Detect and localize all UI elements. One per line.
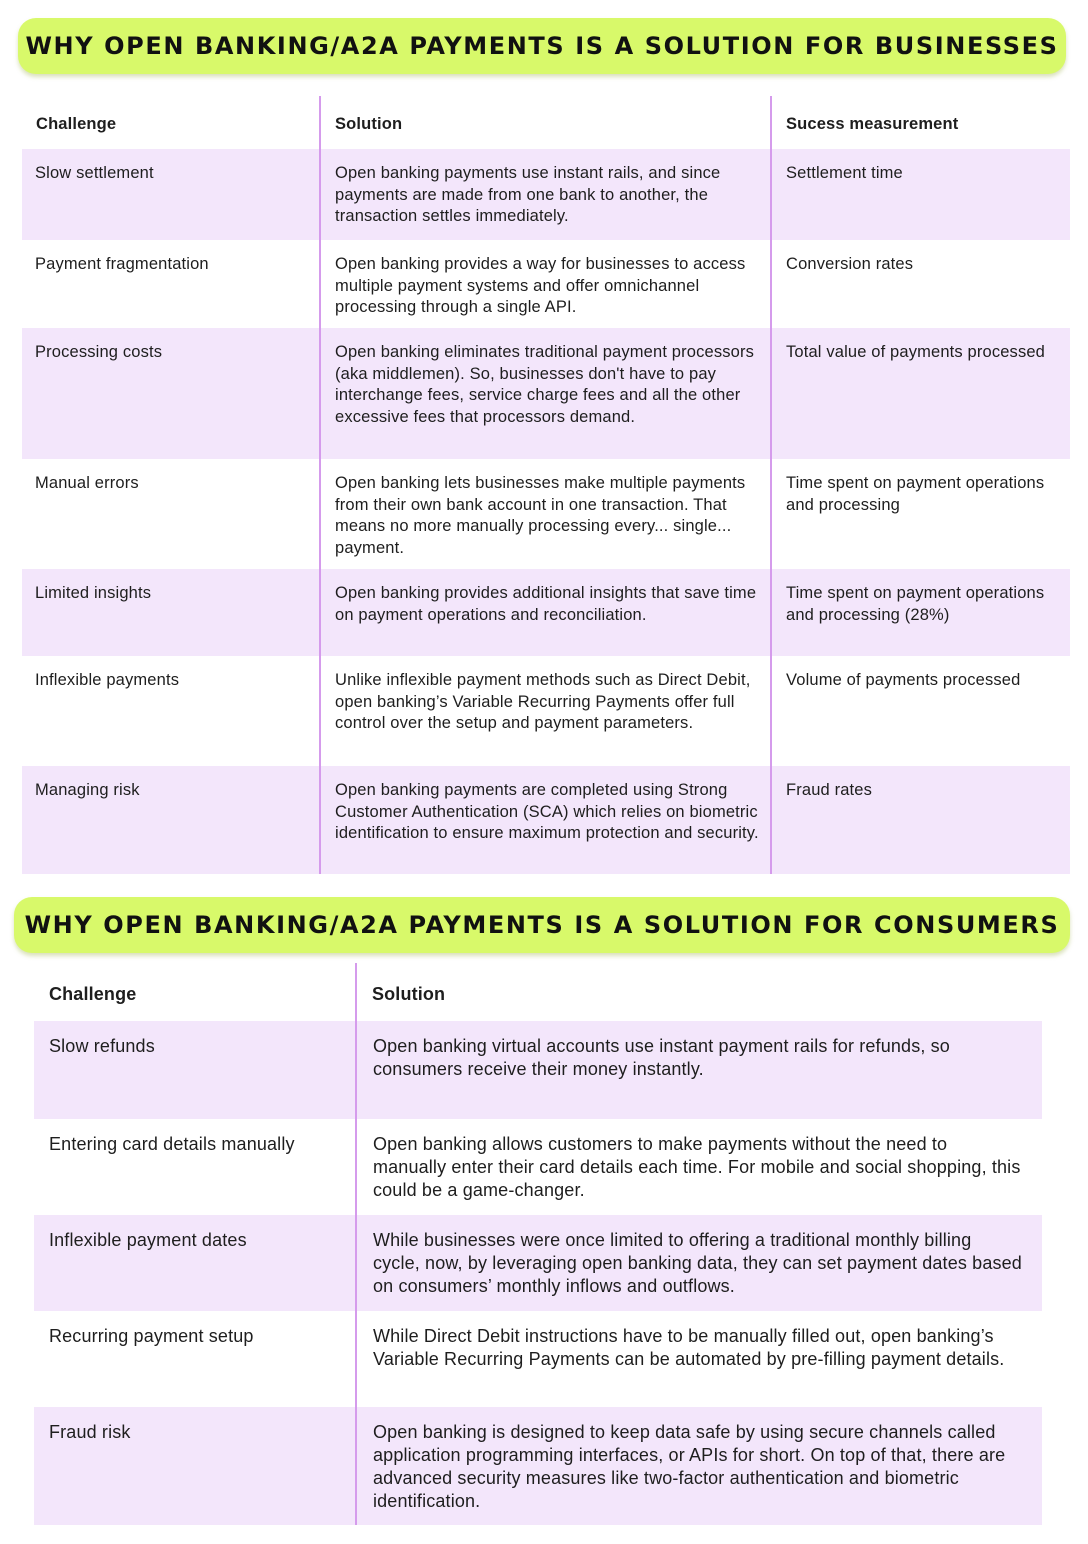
measurement-cell: Total value of payments processed: [771, 328, 1070, 459]
measurement-cell: Time spent on payment operations and processing (28%): [771, 569, 1070, 656]
solution-cell: Open banking payments use instant rails, and since payments are made from one bank to another, the transaction settles immediately.: [320, 149, 771, 240]
measurement-cell: Time spent on payment operations and processing: [771, 459, 1070, 569]
consumer-table: [34, 963, 1042, 1525]
challenge-cell: Fraud risk: [34, 1407, 356, 1525]
measurement-cell: Settlement time: [771, 149, 1070, 240]
measurement-cell: Volume of payments processed: [771, 656, 1070, 766]
table-row: [34, 1407, 1042, 1525]
measurement-cell: Fraud rates: [771, 766, 1070, 874]
solution-cell: While Direct Debit instructions have to be manually filled out, open banking’s Variable Recurring Payments can be automated by pre-filling payment details.: [356, 1311, 1042, 1407]
challenge-cell: Recurring payment setup: [49, 1326, 254, 1346]
table-header-row: [34, 963, 1042, 1021]
business-table: [22, 96, 1070, 874]
challenge-cell: Entering card details manually: [49, 1134, 295, 1154]
table-row: [34, 1311, 1042, 1407]
solution-cell: Open banking allows customers to make payments without the need to manually enter their card details each time. For mobile and social shopping, this could be a game-changer.: [356, 1119, 1042, 1215]
solution-cell: Open banking eliminates traditional payment processors (aka middlemen). So, businesses don't have to pay interchange fees, service charge fees and all the other excessive fees that processors demand.: [320, 328, 771, 459]
solution-cell: Open banking provides a way for businesses to access multiple payment systems and offer omnichannel processing through a single API.: [320, 240, 771, 328]
table-row: [22, 149, 1070, 240]
column-header-solution: Solution: [356, 963, 1042, 1021]
challenge-cell: Manual errors: [35, 474, 139, 492]
challenge-cell: Slow settlement: [22, 149, 320, 240]
table-row: [22, 459, 1070, 569]
table-row: [34, 1215, 1042, 1311]
challenge-cell: Payment fragmentation: [35, 255, 209, 273]
challenge-cell: Inflexible payments: [35, 671, 180, 689]
challenge-cell: Slow refunds: [34, 1021, 356, 1119]
challenge-cell: Processing costs: [22, 328, 320, 459]
column-header-solution: Solution: [320, 96, 771, 149]
solution-cell: Open banking provides additional insights that save time on payment operations and reconciliation.: [320, 569, 771, 656]
solution-cell: Open banking lets businesses make multiple payments from their own bank account in one transaction. That means no more manually processing every... single... payment.: [320, 459, 771, 569]
business-section-title: WHY OPEN BANKING/A2A PAYMENTS IS A SOLUTION FOR BUSINESSES: [18, 18, 1066, 74]
table-row: [22, 240, 1070, 328]
column-header-challenge: Challenge: [49, 984, 137, 1004]
solution-cell: Open banking is designed to keep data safe by using secure channels called application programming interfaces, or APIs for short. On top of that, there are advanced security measures like two-factor authentication and biometric identification.: [356, 1407, 1042, 1525]
consumer-section-title: WHY OPEN BANKING/A2A PAYMENTS IS A SOLUTION FOR CONSUMERS: [14, 897, 1070, 953]
measurement-cell: Conversion rates: [771, 240, 1070, 328]
table-row: [22, 569, 1070, 656]
solution-cell: Open banking virtual accounts use instant payment rails for refunds, so consumers receive their money instantly.: [356, 1021, 1042, 1119]
challenge-cell: Managing risk: [22, 766, 320, 874]
challenge-cell: Limited insights: [22, 569, 320, 656]
solution-cell: Open banking payments are completed using Strong Customer Authentication (SCA) which relies on biometric identification to ensure maximum protection and security.: [320, 766, 771, 874]
table-row: [22, 328, 1070, 459]
challenge-cell: Inflexible payment dates: [34, 1215, 356, 1311]
column-header-success-measurement: Sucess measurement: [771, 96, 1070, 149]
table-row: [22, 766, 1070, 874]
table-row: [34, 1119, 1042, 1215]
column-header-challenge: Challenge: [36, 115, 117, 133]
solution-cell: Unlike inflexible payment methods such as Direct Debit, open banking’s Variable Recurring Payments offer full control over the setup and payment parameters.: [320, 656, 771, 766]
table-row: [34, 1021, 1042, 1119]
table-header-row: [22, 96, 1070, 149]
table-row: [22, 656, 1070, 766]
solution-cell: While businesses were once limited to offering a traditional monthly billing cycle, now, by leveraging open banking data, they can set payment dates based on consumers’ monthly inflows and outflows.: [356, 1215, 1042, 1311]
